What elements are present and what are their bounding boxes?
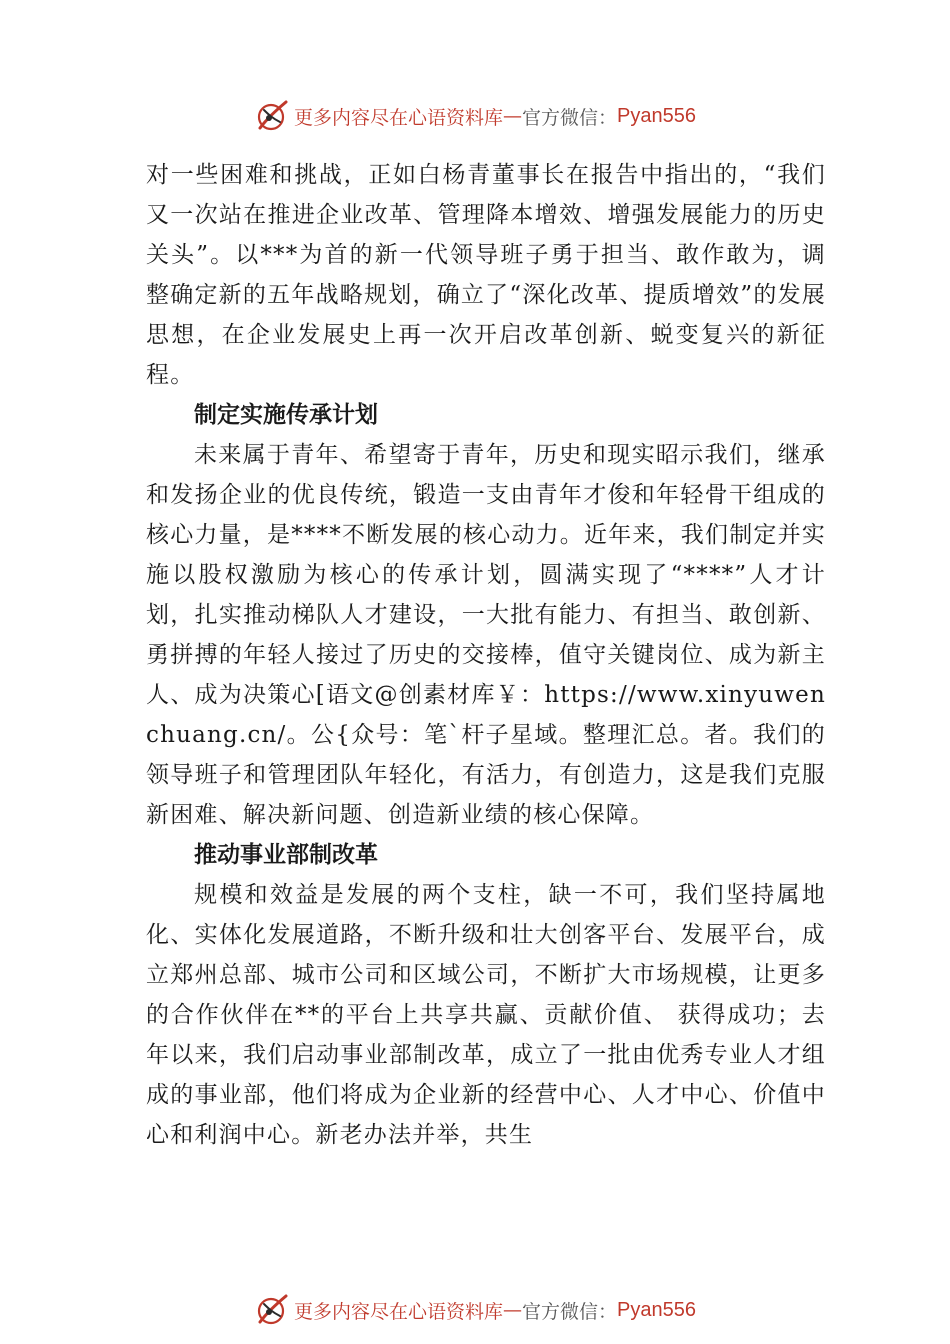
banner-title: 更多内容尽在心语资料库: [294, 1300, 504, 1323]
banner-wechat-id: Pyan556: [617, 104, 696, 127]
paragraph-1: 对一些困难和挑战，正如白杨青董事长在报告中指出的，“我们又一次站在推进企业改革、管理降本增效、增强发展能力的历史关头”。以***为首的新一代领导班子勇于担当、敢作敢为，调整确定新的五年战略规划，确立了“深化改革、提质增效”的发展思想，在企业发展史上再一次开启改革创新、蜕变复兴的新征程。: [146, 162, 826, 388]
banner-dash: —: [503, 1299, 523, 1321]
section-heading-2: 推动事业部制改革: [194, 842, 378, 868]
banner-title: 更多内容尽在心语资料库: [294, 106, 504, 129]
footer-banner: [0, 1290, 950, 1330]
brush-logo-icon: [254, 98, 290, 134]
banner-wechat-id: Pyan556: [617, 1298, 696, 1321]
banner-label: 官方微信：: [522, 1300, 618, 1323]
document-body: [146, 155, 826, 1155]
brush-logo-icon: [254, 1292, 290, 1328]
banner-label: 官方微信：: [522, 106, 618, 129]
banner-dash: —: [503, 105, 523, 127]
header-banner: [0, 96, 950, 136]
paragraph-3: 规模和效益是发展的两个支柱，缺一不可，我们坚持属地化、实体化发展道路，不断升级和壮大创客平台、发展平台，成立郑州总部、城市公司和区域公司，不断扩大市场规模，让更多的合作伙伴在**的平台上共享共赢、贡献价值、 获得成功；去年以来，我们启动事业部制改革，成立了一批由优秀专业人才组成的事业部，他们将成为企业新的经营中心、人才中心、价值中心和利润中心。新老办法并举，共生: [146, 882, 826, 1148]
paragraph-2: 未来属于青年、希望寄于青年，历史和现实昭示我们，继承和发扬企业的优良传统，锻造一支由青年才俊和年轻骨干组成的核心力量，是****不断发展的核心动力。近年来，我们制定并实施以股权激励为核心的传承计划，圆满实现了“****”人才计划，扎实推动梯队人才建设，一大批有能力、有担当、敢创新、勇拼搏的年轻人接过了历史的交接棒，值守关键岗位、成为新主人、成为决策心[语文@创素材库￥：https://www.xinyuwenchuang.cn/。公{众号：笔`杆子星域。整理汇总。者。我们的领导班子和管理团队年轻化，有活力，有创造力，这是我们克服新困难、解决新问题、创造新业绩的核心保障。: [146, 442, 826, 828]
section-heading-1: 制定实施传承计划: [194, 402, 378, 428]
